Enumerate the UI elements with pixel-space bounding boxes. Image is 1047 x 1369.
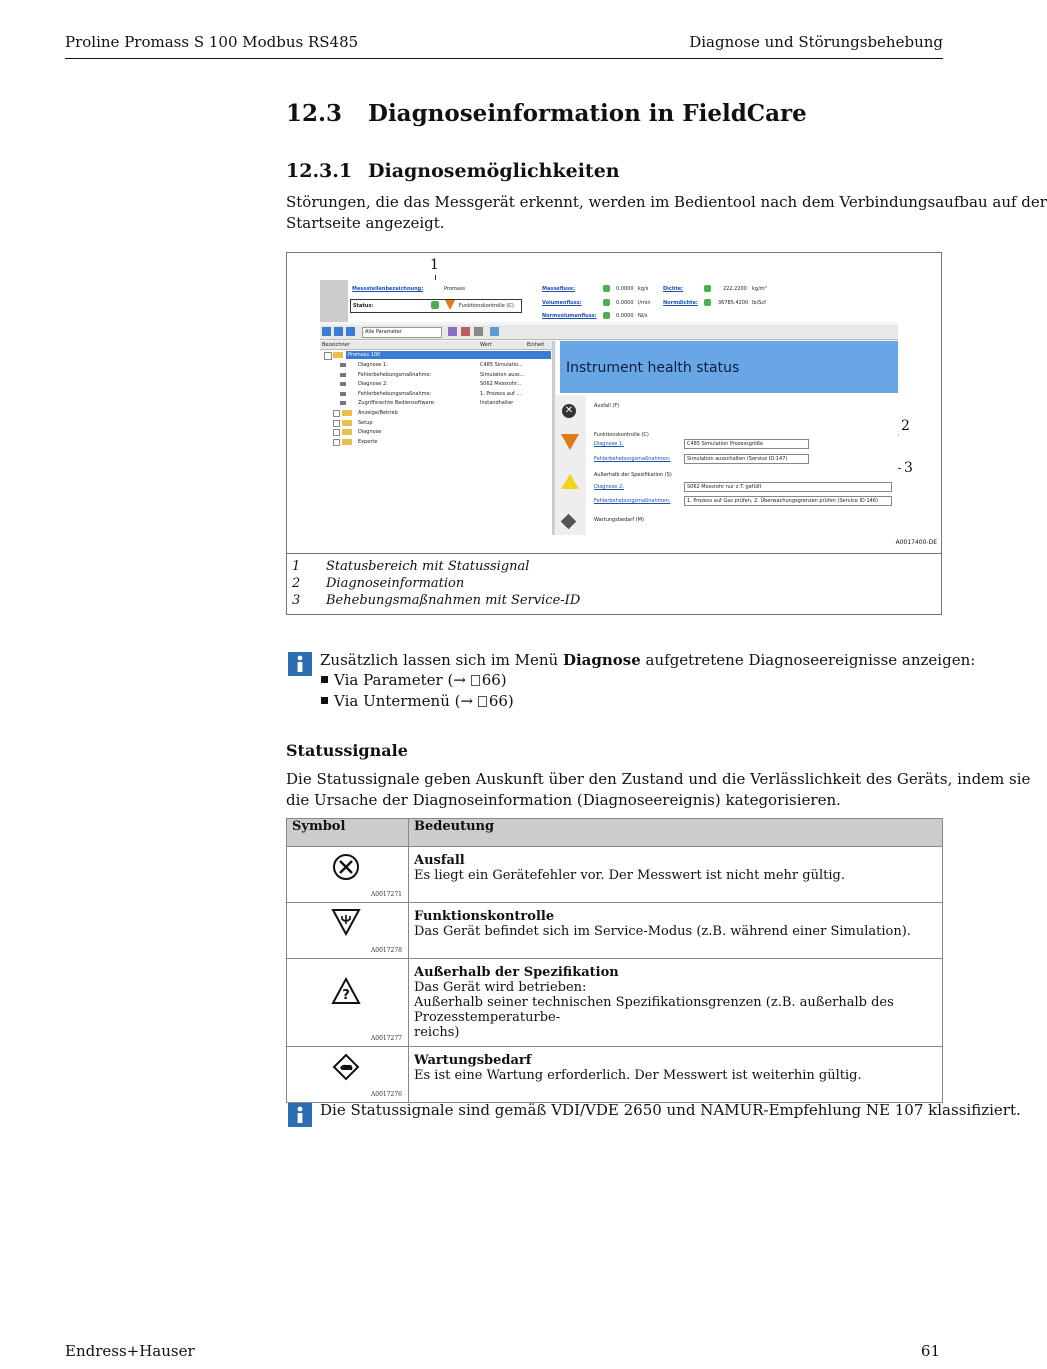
col-bezeichner: Bezeichner (322, 342, 350, 348)
health-funktionskontrolle: Funktionskontrolle (C) (594, 432, 649, 438)
tree-root-selected[interactable] (346, 351, 551, 359)
fb1-field[interactable] (684, 454, 809, 464)
col-symbol: Symbol (287, 819, 409, 847)
subsection-heading (286, 160, 620, 182)
fb2-field[interactable] (684, 496, 892, 506)
wartung-symbol-icon (332, 1053, 360, 1081)
statussignale-text-1: Die Statussignale geben Auskunft über den Zustand und die Verlässlichkeit des Geräts, indem sie (286, 770, 1031, 788)
parameter-filter-value: Alle Parameter (365, 329, 402, 335)
callout-1: 1 (430, 257, 439, 273)
parameter-filter-select[interactable] (362, 327, 442, 338)
signal-title: Wartungsbedarf (414, 1053, 532, 1068)
parameter-icon (340, 363, 346, 367)
legend-number: 1 (292, 559, 301, 574)
list-item (321, 671, 507, 689)
symbol-cell (287, 847, 409, 903)
volumenfluss-value: 0.0000 (616, 300, 634, 306)
header-right: Diagnose und Störungsbehebung (689, 33, 943, 51)
health-ausfall: Ausfall (F) (594, 403, 620, 409)
tool-icon-3[interactable] (490, 327, 499, 336)
status-signal-table (286, 818, 943, 1103)
tree-item-label[interactable]: Zugriffsrechte Bediensoftware: (358, 400, 436, 406)
callout-2: 2 (901, 418, 910, 434)
symbol-code: A0017277 (370, 1035, 402, 1042)
signal-title: Ausfall (414, 853, 465, 868)
footer-left: Endress+Hauser (65, 1342, 195, 1360)
folder-icon (342, 429, 352, 435)
tool-icon-2[interactable] (461, 327, 470, 336)
meaning-cell (409, 903, 943, 959)
bullet-square-icon (321, 697, 328, 704)
diag1-field[interactable] (684, 439, 809, 449)
print-icon[interactable] (474, 327, 483, 336)
intro-line-2: Startseite angezeigt. (286, 214, 445, 232)
messstelle-value: Promass (444, 286, 466, 292)
page-number: 61 (920, 1342, 940, 1360)
tree-folder-label[interactable]: Diagnose (358, 429, 382, 435)
table-row (287, 959, 943, 1047)
bullet-square-icon (321, 676, 328, 683)
normvol-unit: Nl/s (638, 313, 648, 319)
diag2-label[interactable]: Diagnose 2: (594, 484, 624, 490)
dichte-icon (704, 285, 711, 292)
statussignale-heading: Statussignale (286, 741, 408, 760)
tree-item-label[interactable]: Fehlerbehebungsmaßnahme: (358, 390, 432, 397)
tool-icon-1[interactable] (448, 327, 457, 336)
list-item (321, 692, 514, 710)
table-header (287, 819, 943, 847)
health-panel (556, 341, 898, 535)
diag1-value: C485 Simulation Prozessgröße (687, 441, 764, 447)
tree-item-label[interactable]: Fehlerbehebungsmaßnahme: (358, 371, 432, 378)
tree-expander-icon[interactable] (333, 429, 340, 436)
funktionskontrolle-icon (561, 434, 579, 450)
diag1-label[interactable]: Diagnose 1: (594, 441, 624, 447)
status-label: Status: (353, 303, 374, 309)
info-icon (288, 652, 312, 676)
diag2-value: S062 Messrohr nur z.T. gefüllt (687, 484, 762, 490)
signal-text: Das Gerät befindet sich im Service-Modus (z.B. während einer Simulation). (414, 924, 911, 939)
massefluss-label: Massefluss: (542, 286, 575, 292)
section-number: 12.3 (286, 100, 343, 127)
figure-code: A0017400-DE (895, 539, 937, 546)
section-heading (286, 100, 807, 127)
note1-post: aufgetretene Diagnoseereignisse anzeigen: (640, 651, 976, 669)
fb2-label[interactable]: Fehlerbehebungsmaßnahmen: (594, 498, 671, 504)
fieldcare-figure (286, 252, 942, 615)
parameter-icon (340, 401, 346, 405)
toolbar (320, 325, 898, 340)
tree-item-value: Instandhalter (480, 400, 514, 406)
col-wert: Wert (480, 342, 492, 348)
signal-text: Es ist eine Wartung erforderlich. Der Messwert ist weiterhin gültig. (414, 1068, 862, 1083)
signal-text: Das Gerät wird betrieben: (414, 980, 587, 995)
folder-icon (342, 420, 352, 426)
funktionskontrolle-symbol-icon (331, 908, 361, 936)
normdichte-unit: lb/Scf (752, 300, 766, 306)
tree-folder-label[interactable]: Experte (358, 438, 378, 445)
signal-title: Funktionskontrolle (414, 909, 555, 924)
page-reference[interactable]: 66) (481, 671, 507, 689)
page-reference[interactable]: 66) (488, 692, 514, 710)
symbol-code: A0017271 (370, 891, 402, 898)
ausserhalb-icon (561, 474, 579, 489)
meaning-cell (409, 847, 943, 903)
page-reference-icon (471, 675, 480, 686)
normvol-label: Normvolumenfluss: (542, 313, 597, 319)
ausserhalb-symbol-icon (331, 977, 361, 1005)
subsection-number: 12.3.1 (286, 160, 353, 182)
status-area (320, 280, 898, 322)
legend-text: Behebungsmaßnahmen mit Service-ID (326, 593, 581, 608)
status-value: Funktionskontrolle (C) (459, 303, 514, 309)
parameter-icon (340, 373, 346, 377)
signal-text-2: Außerhalb seiner technischen Spezifikationsgrenzen (z.B. außerhalb des Prozesstemperaturbe- (414, 995, 894, 1025)
legend-number: 2 (292, 576, 301, 591)
ausfall-symbol-icon (332, 853, 360, 881)
statussignale-text-2: die Ursache der Diagnoseinformation (Diagnoseereignis) kategorisieren. (286, 791, 841, 809)
status-refresh-icon (431, 301, 439, 309)
legend-number: 3 (292, 593, 301, 608)
view-icon-1[interactable] (322, 327, 331, 336)
tree-item-value: Simulation auss... (480, 371, 525, 378)
parameter-icon (340, 382, 346, 386)
legend-text: Diagnoseinformation (326, 576, 465, 591)
volumenfluss-unit: l/min (638, 300, 651, 306)
header-rule (65, 58, 943, 59)
dichte-unit: kg/m³ (752, 286, 767, 292)
note1-pre: Zusätzlich lassen sich im Menü (320, 651, 563, 669)
col-einheit: Einheit (527, 342, 545, 348)
page-reference-icon (478, 696, 487, 707)
tree-folder-label[interactable]: Setup (358, 419, 373, 426)
fb1-label[interactable]: Fehlerbehebungsmaßnahmen: (594, 456, 671, 462)
symbol-cell (287, 903, 409, 959)
dichte-value: 222.2200 (723, 286, 747, 292)
folder-icon (333, 352, 343, 358)
signal-text: Es liegt ein Gerätefehler vor. Der Messwert ist nicht mehr gültig. (414, 868, 845, 883)
tree-expander-icon[interactable] (333, 439, 340, 446)
view-icon-3[interactable] (346, 327, 355, 336)
intro-line-1: Störungen, die das Messgerät erkennt, werden im Bedientool nach dem Verbindungsaufbau auf der (286, 193, 1047, 211)
section-title: Diagnoseinformation in FieldCare (368, 100, 807, 127)
normvol-value: 0.0000 (616, 313, 634, 319)
tree-header (320, 341, 552, 350)
health-ausserhalb: Außerhalb der Spezifikation (S) (594, 472, 672, 478)
symbol-cell (287, 959, 409, 1047)
fieldcare-screenshot (320, 280, 898, 535)
meaning-cell (409, 959, 943, 1047)
diag2-field[interactable] (684, 482, 892, 492)
signal-text-3: reichs) (414, 1025, 460, 1040)
table-row (287, 1047, 943, 1103)
normdichte-value: 36785.4200 (718, 300, 749, 306)
ausfall-icon: ✕ (562, 404, 576, 418)
status-side-bar (320, 280, 348, 322)
status-box (350, 299, 522, 313)
symbol-code: A0017278 (370, 947, 402, 954)
info-icon (288, 1103, 312, 1127)
status-funktionskontrolle-icon (445, 300, 455, 310)
massefluss-unit: kg/s (638, 286, 649, 292)
tree-folder-label[interactable]: Anzeige/Betrieb (358, 410, 398, 416)
normdichte-icon (704, 299, 711, 306)
parameter-tree (320, 341, 555, 535)
health-wartung: Wartungsbedarf (M) (594, 517, 644, 523)
health-title: Instrument health status (566, 360, 740, 376)
header-left: Proline Promass S 100 Modbus RS485 (65, 33, 359, 51)
volumenfluss-icon (603, 299, 610, 306)
normvol-icon (603, 312, 610, 319)
fb1-value: Simulation ausschalten (Service ID:147) (687, 456, 788, 462)
symbol-cell (287, 1047, 409, 1103)
bullet-text: Via Parameter (→ (334, 671, 471, 689)
normdichte-label: Normdichte: (663, 300, 698, 306)
meaning-cell (409, 1047, 943, 1103)
folder-icon (342, 410, 352, 416)
parameter-icon (340, 392, 346, 396)
tree-item-value: S062 Messrohr... (480, 381, 522, 387)
massefluss-icon (603, 285, 610, 292)
note1-menu-diagnose: Diagnose (562, 651, 641, 669)
tree-expander-icon[interactable] (333, 410, 340, 417)
signal-title: Außerhalb der Spezifikation (414, 965, 619, 980)
tree-expander-icon[interactable] (333, 420, 340, 427)
view-icon-2[interactable] (334, 327, 343, 336)
fb2-value: 1. Prozess auf Gas prüfen, 2. Überwachungsgrenzen prüfen (Service ID:146) (687, 498, 878, 504)
tree-item-label[interactable]: Diagnose 2: (358, 381, 388, 387)
callout-3: 3 (904, 460, 913, 476)
table-row (287, 903, 943, 959)
col-bedeutung: Bedeutung (409, 819, 943, 847)
bullet-text: Via Untermenü (→ (334, 692, 478, 710)
svg-text:?: ? (342, 988, 350, 1003)
tree-item-value: C485 Simulatio... (480, 362, 523, 368)
tree-expander-icon[interactable] (324, 352, 332, 360)
tree-root-label: Promass 100 (348, 352, 381, 358)
subsection-title: Diagnosemöglichkeiten (368, 160, 620, 182)
tree-item-value: 1. Prozess auf ... (480, 390, 522, 397)
table-row (287, 847, 943, 903)
legend-text: Statusbereich mit Statussignal (326, 559, 530, 574)
dichte-label: Dichte: (663, 286, 684, 292)
symbol-code: A0017276 (370, 1091, 402, 1098)
volumenfluss-label: Volumenfluss: (542, 300, 582, 306)
note1-text (320, 650, 975, 671)
legend-divider (287, 553, 941, 554)
messstelle-label: Messstellenbezeichnung: (352, 286, 424, 292)
health-title-bar (560, 341, 898, 393)
massefluss-value: 0.0000 (616, 286, 634, 292)
note2-text: Die Statussignale sind gemäß VDI/VDE 2650 und NAMUR-Empfehlung NE 107 klassifiziert. (320, 1101, 1021, 1119)
tree-item-label[interactable]: Diagnose 1: (358, 362, 388, 368)
folder-icon (342, 439, 352, 445)
